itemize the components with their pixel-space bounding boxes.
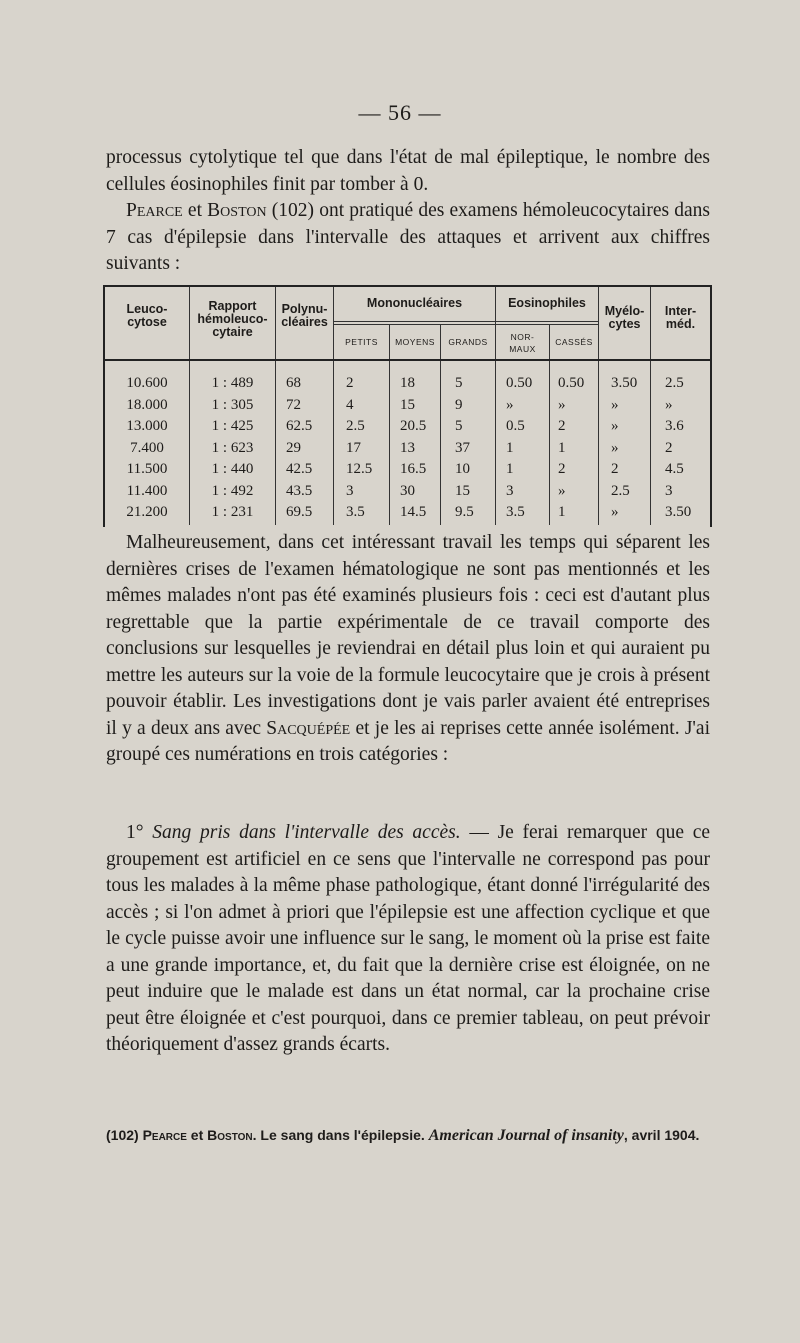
table-cell: 21.200 <box>126 504 168 520</box>
category-title: Sang pris dans l'intervalle des accès. <box>152 822 461 843</box>
table-cell: 9.5 <box>455 504 474 520</box>
table-cell: » <box>558 396 566 413</box>
table-cell: 2 <box>665 439 673 456</box>
table-cell: 2 <box>346 375 354 391</box>
table-cell: 1 <box>506 461 514 477</box>
table-cell: » <box>611 418 619 434</box>
table-cell: » <box>506 396 514 413</box>
table-cell: 1 : 440 <box>211 461 254 477</box>
table-cell: 7.400 <box>130 439 164 456</box>
table-cell: 1 <box>558 504 566 520</box>
table-cell: 62.5 <box>286 418 313 434</box>
table-cell: 13 <box>400 439 415 456</box>
table-cell: 2.5 <box>611 482 630 499</box>
header-leucocytose: Leuco- cytose <box>126 302 168 329</box>
table-cell: 1 : 623 <box>211 439 254 456</box>
table-cell: 1 : 231 <box>211 504 254 520</box>
table-cell: 3.50 <box>611 375 638 391</box>
header-rapport: Rapport hémoleuco- cytaire <box>197 299 268 339</box>
table-cell: 18.000 <box>126 396 168 413</box>
author-boston: Boston <box>207 200 267 221</box>
table-cell: 15 <box>400 396 415 413</box>
table-cell: 2 <box>611 461 619 477</box>
table-cell: 2 <box>558 418 566 434</box>
table-cell: » <box>665 396 673 413</box>
table-cell: 11.400 <box>126 482 168 499</box>
table-cell: 1 : 305 <box>211 396 254 413</box>
table-cell: 17 <box>346 439 361 456</box>
table-cell: 1 <box>506 439 514 456</box>
table-cell: » <box>611 396 619 413</box>
table-cell: » <box>558 482 566 499</box>
header-petits: PETITS <box>345 337 378 347</box>
table-cell: 69.5 <box>286 504 313 520</box>
table-cell: 3.5 <box>346 504 365 520</box>
table-cell: 0.5 <box>506 418 525 434</box>
table-cell: 29 <box>286 439 301 456</box>
table-cell: 68 <box>286 375 301 391</box>
header-normaux: NOR- MAUX <box>509 332 536 354</box>
table-cell: 1 : 492 <box>211 482 254 499</box>
table-cell: 5 <box>455 418 463 434</box>
table-cell: 5 <box>455 375 463 391</box>
table-cell: 3 <box>346 482 354 499</box>
page-number: — 56 — <box>358 100 442 125</box>
category-number: 1° <box>126 822 144 843</box>
header-polynucleaires: Polynu- cléaires <box>281 302 328 329</box>
table-cell: 72 <box>286 396 301 413</box>
header-grands: GRANDS <box>448 337 488 347</box>
table-cell: 20.5 <box>400 418 427 434</box>
footnote: (102) Pearce et Boston. Le sang dans l'épilepsie. American Journal of insanity, avril 1904. <box>106 1127 700 1144</box>
table-cell: 10 <box>455 461 470 477</box>
table-cell: 37 <box>455 439 470 456</box>
table-cell: 16.5 <box>400 461 427 477</box>
header-eosinophiles: Eosinophiles <box>508 296 586 310</box>
table-cell: 1 : 425 <box>211 418 254 434</box>
table-cell: 14.5 <box>400 504 427 520</box>
table-cell: 15 <box>455 482 470 499</box>
table-cell: 30 <box>400 482 415 499</box>
table-cell: 9 <box>455 396 463 413</box>
table-cell: 43.5 <box>286 482 313 499</box>
table-cell: 10.600 <box>126 375 168 391</box>
table-cell: 11.500 <box>126 461 168 477</box>
header-casses: CASSÉS <box>555 337 593 347</box>
paragraph-category-1: 1° Sang pris dans l'intervalle des accès. — Je ferai remarquer que ce groupement est artificiel en ce sens que l'intervalle ne correspond pas pour tous les malades à la même phase pathologique, étant donné l'irrégularité des accès ; si l'on admet à priori que l'épilepsie est une affection cyclique et que le cycle puisse avoir une influence sur le sang, le moment où la prise est faite a une grande importance, et, du fait que la dernière crise est éloignée, on ne peut induire que le malade est dans un état normal, car la prochaine crise peut être éloignée et c'est pourquoi, dans ce premier tableau, on peut prévoir théoriquement d'assez grands écarts. <box>106 822 711 1055</box>
paragraph-malheureusement: Malheureusement, dans cet intéressant travail les temps qui séparent les dernières crises de l'examen hématologique ne sont pas mentionnés et les mêmes malades n'ont pas été examinés plusieurs fois : ceci est d'autant plus regrettable que la partie expérimentale de ce travail comporte des conclusions sur lesquelles je reviendrai en détail plus loin et qui auraient pu mettre les auteurs sur la voie de la formule leucocytaire que je crois à présent pouvoir établir. Les investigations dont je vais parler avaient été entreprises il y a deux ans avec Sacquépée et je les ai reprises cette année isolément. J'ai groupé ces numérations en trois catégories : <box>106 532 710 765</box>
table-cell: 4.5 <box>665 461 684 477</box>
table-cell: 0.50 <box>506 375 533 391</box>
table-cell: » <box>611 439 619 456</box>
hemoleucocytic-table <box>103 285 712 527</box>
author-sacquepee: Sacquépée <box>266 717 351 739</box>
table-cell: » <box>611 504 619 520</box>
table-cell: 18 <box>400 375 415 391</box>
header-myelocytes: Myélo- cytes <box>604 304 645 331</box>
table-cell: 42.5 <box>286 461 313 477</box>
table-cell: 3.6 <box>665 418 684 434</box>
table-cell: 3.5 <box>506 504 525 520</box>
header-moyens: MOYENS <box>395 337 435 347</box>
table-cell: 1 <box>558 439 566 456</box>
table-cell: 1 : 489 <box>211 375 254 391</box>
table-cell: 3 <box>506 482 514 499</box>
table-cell: 3 <box>665 482 673 499</box>
table-cell: 2 <box>558 461 566 477</box>
table-cell: 13.000 <box>126 418 168 434</box>
journal-title: American Journal of insanity <box>428 1127 624 1144</box>
table-cell: 0.50 <box>558 375 585 391</box>
header-intermed: Inter- méd. <box>664 304 697 331</box>
header-mononucleaires: Mononucléaires <box>366 296 463 310</box>
table-cell: 2.5 <box>346 418 365 434</box>
table-cell: 12.5 <box>346 461 373 477</box>
paragraph-intro: processus cytolytique tel que dans l'état de mal épileptique, le nombre des cellules éosinophiles finit par tomber à 0. Pearce et Boston (102) ont pratiqué des examens hémoleucocytaires dans 7 cas d'épilepsie dans l'intervalle des attaques et arrivent aux chiffres suivants : <box>106 147 710 274</box>
table-cell: 3.50 <box>665 504 692 520</box>
table-cell: 4 <box>346 396 354 413</box>
author-pearce: Pearce <box>126 200 183 221</box>
table-cell: 2.5 <box>665 375 684 391</box>
